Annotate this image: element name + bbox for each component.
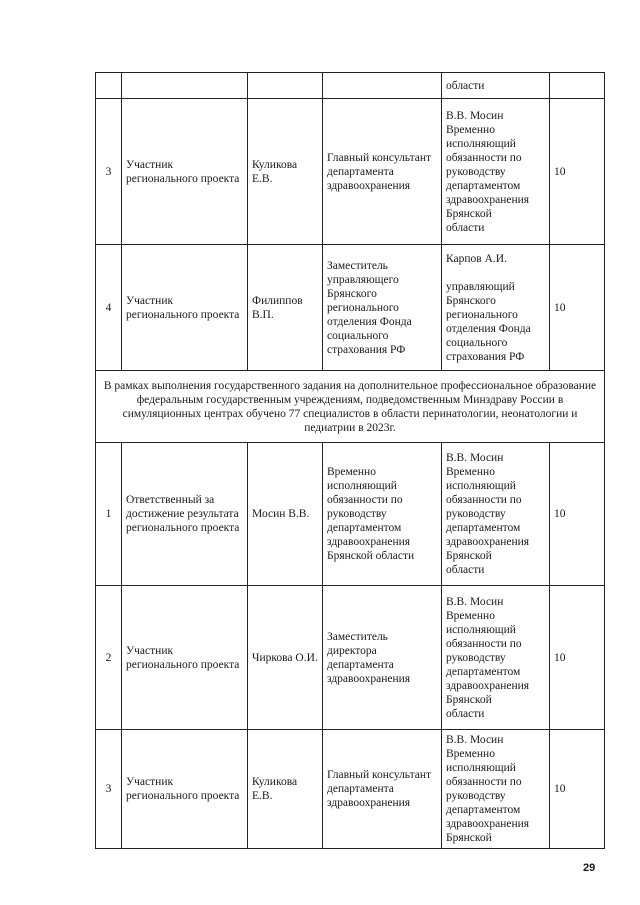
name-cell: Филиппов В.П.	[248, 245, 323, 371]
row-number-cell: 3	[96, 730, 122, 849]
name-cell: Мосин В.В.	[248, 443, 323, 586]
table-row	[96, 730, 605, 849]
name-cell: Куликова Е.В.	[248, 99, 323, 245]
supervisor-line: области	[446, 564, 485, 576]
score-cell	[550, 73, 605, 99]
supervisor-line: области	[446, 221, 485, 234]
position-cell: Временно исполняющий обязанности по руководству департаментом здравоохранения Брянской области	[323, 443, 442, 586]
position-cell	[323, 73, 442, 99]
name-cell	[248, 73, 323, 99]
supervisor-line: руководству	[446, 508, 506, 520]
position-cell: Главный консультант департамента здравоохранения	[323, 99, 442, 245]
supervisor-cell: области	[442, 73, 550, 99]
row-number-cell	[96, 73, 122, 99]
supervisor-line: обязанности по	[446, 637, 522, 650]
supervisor-line: Брянской	[446, 550, 492, 562]
supervisor-line: Временно	[446, 609, 495, 622]
supervisor-line: В.В. Мосин	[446, 734, 504, 746]
position-cell: Главный консультант департамента здравоохранения	[323, 730, 442, 849]
supervisor-line: здравоохранения	[446, 679, 530, 692]
supervisor-line: области	[446, 707, 485, 720]
row-number-cell: 3	[96, 99, 122, 245]
table-row	[96, 99, 605, 245]
page-number: 29	[583, 862, 596, 874]
responsibility-table	[95, 72, 605, 849]
supervisor-line: В.В. Мосин	[446, 452, 504, 464]
supervisor-line: В.В. Мосин	[446, 595, 504, 608]
supervisor-cell	[442, 99, 550, 245]
supervisor-line: обязанности по	[446, 776, 522, 788]
table-row	[96, 443, 605, 586]
row-number-cell: 2	[96, 586, 122, 730]
role-cell	[122, 73, 248, 99]
supervisor-line: исполняющий	[446, 480, 516, 492]
supervisor-line: социального	[446, 336, 508, 349]
supervisor-line: Временно	[446, 466, 495, 478]
supervisor-line: Брянской	[446, 693, 492, 706]
supervisor-line: Временно	[446, 123, 495, 136]
supervisor-line: департаментом	[446, 179, 521, 192]
supervisor-line: департаментом	[446, 665, 521, 678]
supervisor-line: Карпов А.И.	[446, 252, 507, 265]
table-row	[96, 245, 605, 371]
role-cell: Ответственный за достижение результата регионального проекта	[122, 443, 248, 586]
supervisor-line: исполняющий	[446, 762, 516, 774]
supervisor-line: В.В. Мосин	[446, 109, 504, 122]
supervisor-cell	[442, 586, 550, 730]
supervisor-line: регионального	[446, 308, 518, 321]
supervisor-cell	[442, 245, 550, 371]
supervisor-line: здравоохранения	[446, 536, 530, 548]
supervisor-line: исполняющий	[446, 137, 516, 150]
score-cell: 10	[550, 586, 605, 730]
table-row	[96, 73, 605, 99]
supervisor-line: обязанности по	[446, 151, 522, 164]
score-cell: 10	[550, 245, 605, 371]
position-cell: Заместитель директора департамента здравоохранения	[323, 586, 442, 730]
role-cell: Участник регионального проекта	[122, 586, 248, 730]
supervisor-line: руководству	[446, 651, 506, 664]
name-cell: Куликова Е.В.	[248, 730, 323, 849]
supervisor-line: департаментом	[446, 804, 521, 816]
table-row	[96, 371, 605, 443]
supervisor-line: руководству	[446, 165, 506, 178]
row-number-cell: 1	[96, 443, 122, 586]
position-cell: Заместитель управляющего Брянского регионального отделения Фонда социального страхования РФ	[323, 245, 442, 371]
score-cell: 10	[550, 99, 605, 245]
supervisor-line: руководству	[446, 790, 506, 802]
supervisor-line: Брянского	[446, 294, 496, 307]
supervisor-line: департаментом	[446, 522, 521, 534]
merged-statement-cell: В рамках выполнения государственного задания на дополнительное профессиональное образование федеральным государственным учреждениям, подведомственным Минздраву России в симуляционных центрах обучено 77 специалистов в области перинатологии, неонатологии и педиатрии в 2023г.	[96, 371, 605, 443]
supervisor-line: Брянской	[446, 207, 492, 220]
supervisor-line: отделения Фонда	[446, 322, 531, 335]
supervisor-line: исполняющий	[446, 623, 516, 636]
supervisor-cell	[442, 443, 550, 586]
score-cell: 10	[550, 730, 605, 849]
supervisor-cell	[442, 730, 550, 849]
table-row	[96, 586, 605, 730]
name-cell: Чиркова О.И.	[248, 586, 323, 730]
supervisor-line: страхования РФ	[446, 350, 525, 363]
row-number-cell: 4	[96, 245, 122, 371]
role-cell: Участник регионального проекта	[122, 730, 248, 849]
supervisor-line: обязанности по	[446, 494, 522, 506]
supervisor-line	[446, 266, 545, 280]
supervisor-line: управляющий	[446, 280, 515, 293]
role-cell: Участник регионального проекта	[122, 245, 248, 371]
supervisor-line: здравоохранения	[446, 818, 530, 830]
role-cell: Участник регионального проекта	[122, 99, 248, 245]
supervisor-line: Брянской	[446, 832, 492, 844]
supervisor-line: здравоохранения	[446, 193, 530, 206]
score-cell: 10	[550, 443, 605, 586]
supervisor-line: Временно	[446, 748, 495, 760]
